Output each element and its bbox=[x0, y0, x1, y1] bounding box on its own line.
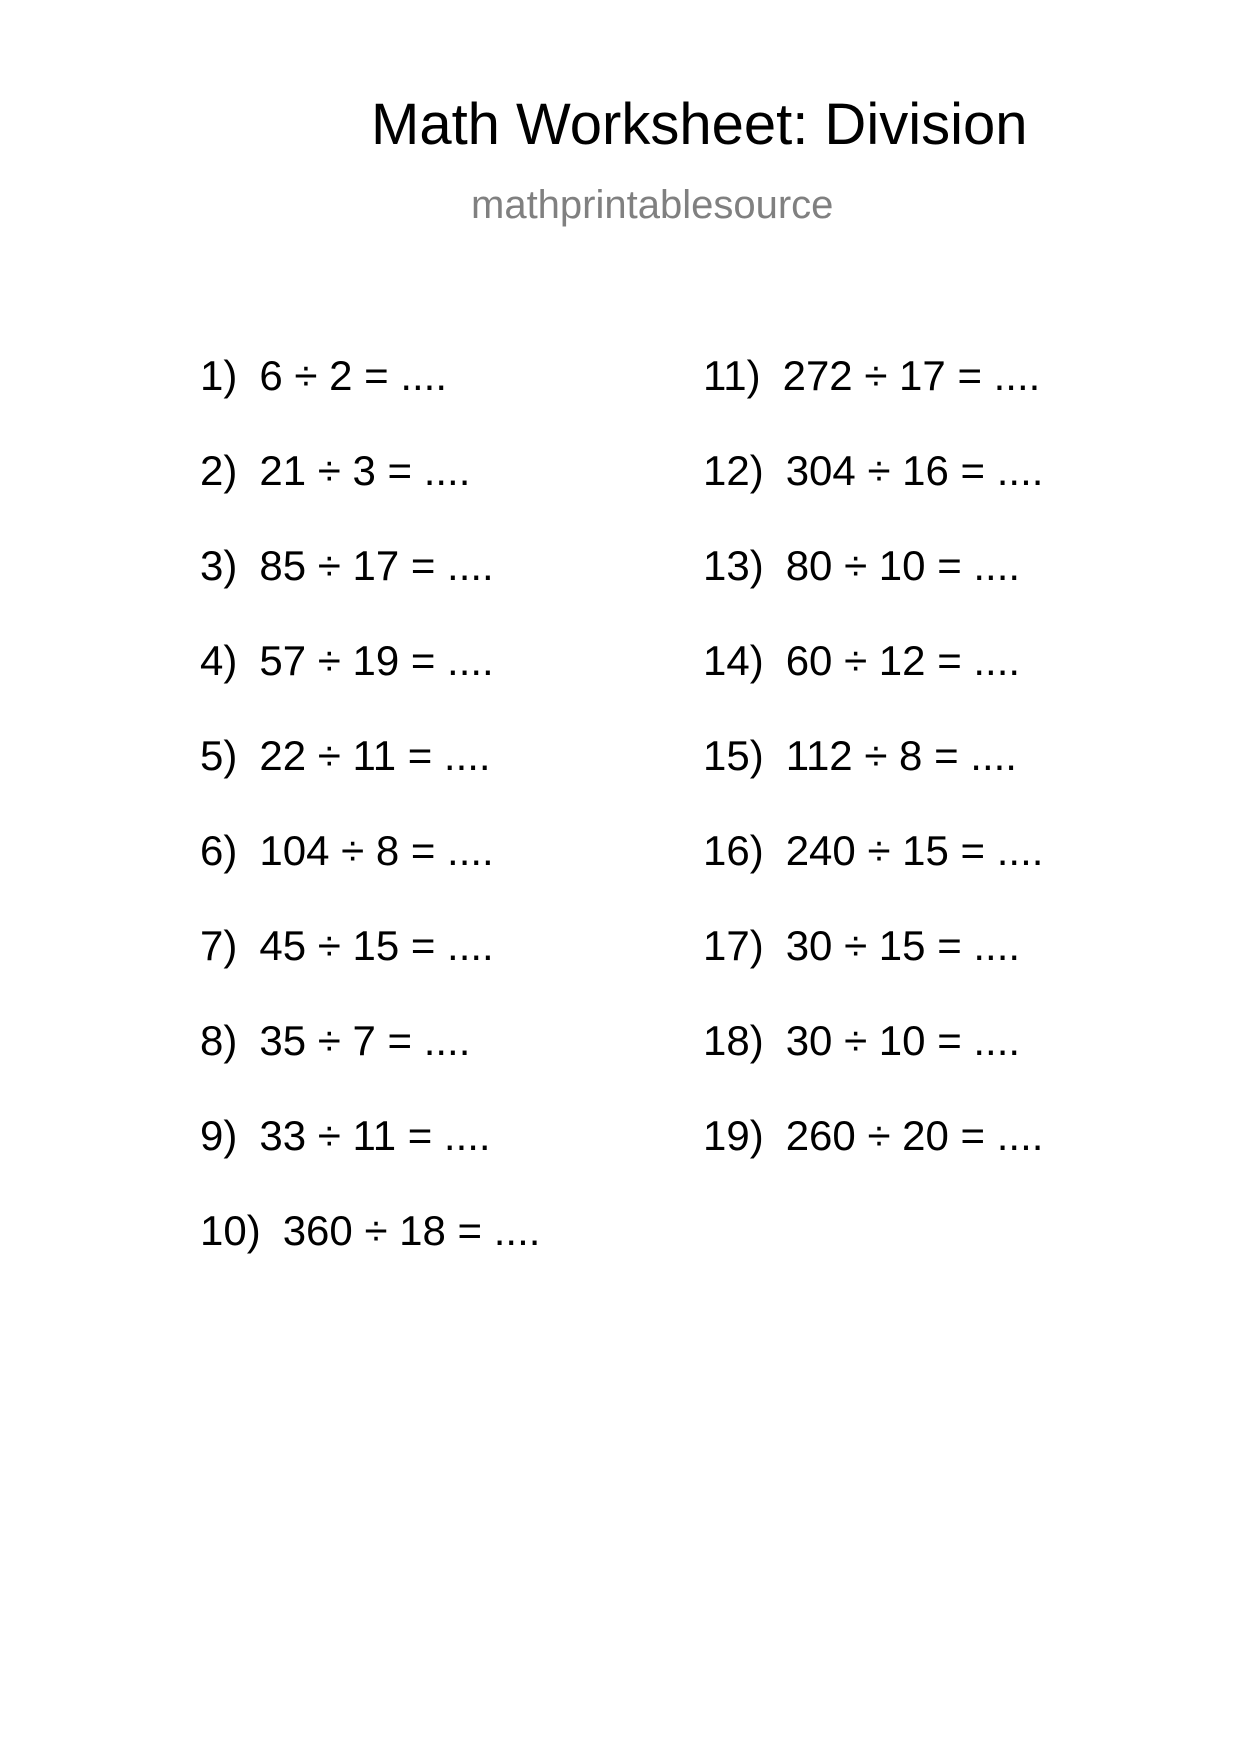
problem-expression: 304 ÷ 16 = .... bbox=[785, 447, 1044, 494]
problem-expression: 85 ÷ 17 = .... bbox=[259, 542, 494, 589]
problem-item bbox=[703, 447, 1044, 545]
problem-number: 9) bbox=[200, 1112, 238, 1159]
problem-item bbox=[200, 922, 540, 1020]
problem-item bbox=[200, 352, 540, 450]
problem-item bbox=[703, 352, 1043, 450]
problem-expression: 35 ÷ 7 = .... bbox=[259, 1017, 471, 1064]
problem-number: 13) bbox=[703, 542, 764, 589]
problem-item bbox=[200, 542, 540, 640]
problem-item bbox=[200, 732, 540, 830]
problem-number: 11) bbox=[703, 352, 761, 399]
problem-number: 8) bbox=[200, 1017, 238, 1064]
worksheet-title: Math Worksheet: Division bbox=[371, 92, 1028, 157]
problem-number: 16) bbox=[703, 827, 764, 874]
problem-expression: 60 ÷ 12 = .... bbox=[785, 637, 1021, 684]
problem-expression: 240 ÷ 15 = .... bbox=[785, 827, 1044, 874]
problem-number: 18) bbox=[703, 1017, 764, 1064]
problem-item bbox=[703, 637, 1043, 735]
problem-number: 1) bbox=[200, 352, 238, 399]
problem-item bbox=[200, 1112, 540, 1210]
problem-expression: 112 ÷ 8 = .... bbox=[785, 732, 1017, 779]
problem-number: 5) bbox=[200, 732, 238, 779]
problem-column-right bbox=[703, 352, 1044, 1210]
problem-item bbox=[703, 732, 1043, 830]
problem-expression: 30 ÷ 10 = .... bbox=[785, 1017, 1021, 1064]
problem-expression: 6 ÷ 2 = .... bbox=[259, 352, 448, 399]
worksheet-subtitle: mathprintablesource bbox=[471, 183, 834, 227]
problem-number: 15) bbox=[703, 732, 764, 779]
problem-item bbox=[200, 1017, 540, 1115]
problem-number: 7) bbox=[200, 922, 238, 969]
problem-expression: 57 ÷ 19 = .... bbox=[259, 637, 494, 684]
problem-item bbox=[200, 1207, 541, 1305]
problem-number: 10) bbox=[200, 1207, 261, 1254]
problem-item bbox=[703, 1112, 1044, 1210]
problem-expression: 360 ÷ 18 = .... bbox=[282, 1207, 541, 1254]
problem-item bbox=[703, 827, 1044, 925]
problem-item bbox=[703, 542, 1043, 640]
problem-number: 14) bbox=[703, 637, 764, 684]
problem-expression: 21 ÷ 3 = .... bbox=[259, 447, 471, 494]
problem-item bbox=[703, 1017, 1043, 1115]
problem-item bbox=[200, 827, 540, 925]
problem-item bbox=[200, 637, 540, 735]
problem-number: 19) bbox=[703, 1112, 764, 1159]
problem-expression: 45 ÷ 15 = .... bbox=[259, 922, 494, 969]
problem-expression: 80 ÷ 10 = .... bbox=[785, 542, 1021, 589]
problem-number: 17) bbox=[703, 922, 764, 969]
problem-expression: 30 ÷ 15 = .... bbox=[785, 922, 1021, 969]
problem-number: 6) bbox=[200, 827, 238, 874]
problem-expression: 33 ÷ 11 = .... bbox=[259, 1112, 491, 1159]
problem-number: 3) bbox=[200, 542, 238, 589]
problem-item bbox=[200, 447, 540, 545]
problem-expression: 104 ÷ 8 = .... bbox=[259, 827, 494, 874]
problem-number: 12) bbox=[703, 447, 764, 494]
problem-expression: 272 ÷ 17 = .... bbox=[782, 352, 1041, 399]
problem-expression: 260 ÷ 20 = .... bbox=[785, 1112, 1044, 1159]
problem-column-left bbox=[200, 352, 541, 1305]
problem-number: 4) bbox=[200, 637, 238, 684]
problem-item bbox=[703, 922, 1043, 1020]
problem-expression: 22 ÷ 11 = .... bbox=[259, 732, 491, 779]
problem-number: 2) bbox=[200, 447, 238, 494]
